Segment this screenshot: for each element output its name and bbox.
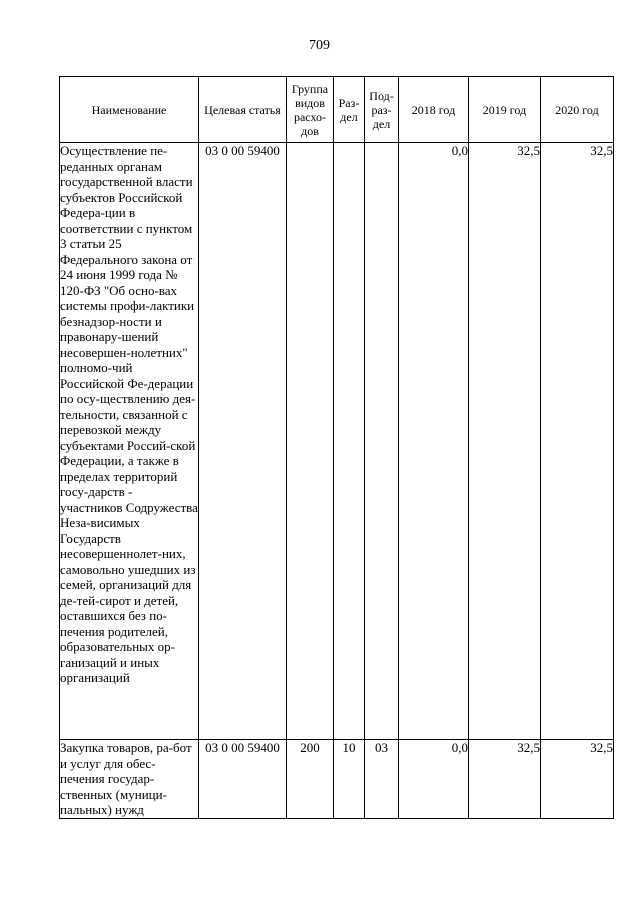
header-name: Наименование: [60, 77, 199, 143]
row-expense-group: 200: [287, 740, 334, 819]
row-expense-group: [287, 143, 334, 740]
header-expense-group: Группа видов расхо-дов: [287, 77, 334, 143]
table-row: [60, 143, 614, 740]
row-amount-2018: 0,0: [399, 740, 469, 819]
row-amount-2018: 0,0: [399, 143, 469, 740]
row-amount-2019: 32,5: [469, 740, 541, 819]
row-target-article: 03 0 00 59400: [199, 740, 287, 819]
header-year-2018: 2018 год: [399, 77, 469, 143]
table-row: [60, 740, 614, 819]
row-amount-2019: 32,5: [469, 143, 541, 740]
header-row: [60, 77, 614, 143]
header-subsection: Под-раз-дел: [365, 77, 399, 143]
page-number: 709: [309, 38, 330, 53]
row-name: Осуществление пе-реданных органам государственной власти субъектов Российской Федера-ции в соответствии с пунктом 3 статьи 25 Федерального закона от 24 июня 1999 года № 120-ФЗ "Об осно-вах системы профи-лактики безнадзор-ности и правонару-шений несовершен-нолетних" полномо-чий Российской Фе-дерации по осу-ществлению дея-тельности, связанной с перевозкой между субъектами Россий-ской Федерации, а также в пределах территорий госу-дарств - участников Содружества Неза-висимых Государств несовершеннолет-них, самовольно ушедших из семей, организаций для де-тей-сирот и детей, оставшихся без по-печения родителей, образовательных ор-ганизаций и иных организаций: [60, 143, 199, 740]
row-subsection: [365, 143, 399, 740]
header-year-2019: 2019 год: [469, 77, 541, 143]
row-section: 10: [334, 740, 365, 819]
header-year-2020: 2020 год: [541, 77, 614, 143]
header-section: Раз-дел: [334, 77, 365, 143]
header-target-article: Целевая статья: [199, 77, 287, 143]
row-name: Закупка товаров, ра-бот и услуг для обес-печения государ-ственных (муници-пальных) нужд: [60, 740, 199, 819]
row-amount-2020: 32,5: [541, 740, 614, 819]
row-subsection: 03: [365, 740, 399, 819]
row-amount-2020: 32,5: [541, 143, 614, 740]
row-target-article: 03 0 00 59400: [199, 143, 287, 740]
row-section: [334, 143, 365, 740]
budget-table: [59, 76, 614, 819]
